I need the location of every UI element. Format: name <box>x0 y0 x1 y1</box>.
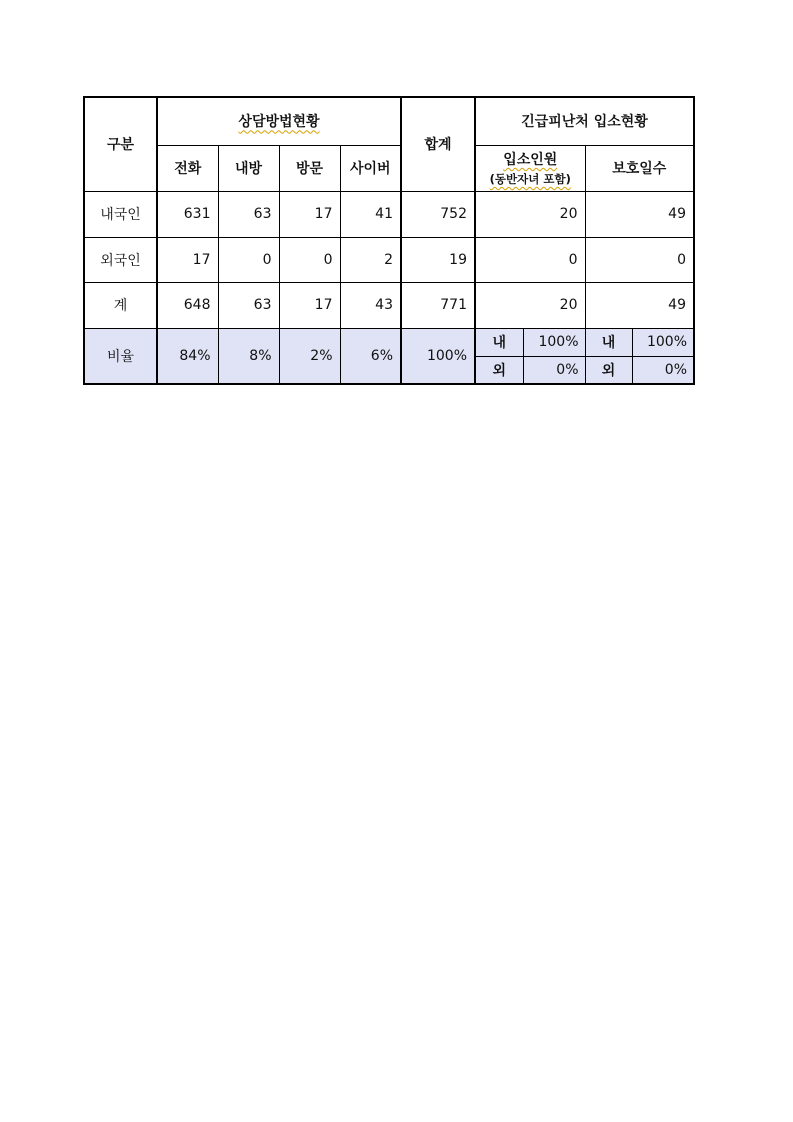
admitted-foreign-ratio: 0% <box>523 356 585 384</box>
days-foreign-ratio: 0% <box>632 356 694 384</box>
row-label: 내국인 <box>84 191 157 237</box>
admitted-foreign-label: 외 <box>475 356 523 384</box>
cell-visit-in: 0 <box>218 237 279 282</box>
cell-phone: 17 <box>157 237 218 282</box>
total-header: 합계 <box>401 97 475 191</box>
table-row <box>84 282 694 328</box>
cell-visit-out: 17 <box>279 282 340 328</box>
cell-admitted: 0 <box>475 237 585 282</box>
cell-days: 49 <box>585 191 694 237</box>
ratio-visit-in: 8% <box>218 328 279 384</box>
cell-visit-in: 63 <box>218 191 279 237</box>
protect-days-header: 보호일수 <box>585 145 694 191</box>
ratio-phone: 84% <box>157 328 218 384</box>
method-cyber-header: 사이버 <box>340 145 401 191</box>
statistics-table <box>83 96 695 385</box>
ratio-visit-out: 2% <box>279 328 340 384</box>
cell-visit-out: 17 <box>279 191 340 237</box>
cell-admitted: 20 <box>475 191 585 237</box>
days-domestic-label: 내 <box>585 328 632 356</box>
days-domestic-ratio: 100% <box>632 328 694 356</box>
consult-method-header: 상담방법현황 <box>157 97 401 145</box>
cell-phone: 631 <box>157 191 218 237</box>
cell-cyber: 43 <box>340 282 401 328</box>
ratio-label: 비율 <box>84 328 157 384</box>
cell-cyber: 41 <box>340 191 401 237</box>
category-header: 구분 <box>84 97 157 191</box>
cell-total: 771 <box>401 282 475 328</box>
cell-days: 49 <box>585 282 694 328</box>
method-visit-out-header: 방문 <box>279 145 340 191</box>
admitted-domestic-ratio: 100% <box>523 328 585 356</box>
admitted-header: 입소인원 (동반자녀 포함) <box>475 145 585 191</box>
ratio-row <box>84 328 694 356</box>
cell-cyber: 2 <box>340 237 401 282</box>
cell-days: 0 <box>585 237 694 282</box>
method-phone-header: 전화 <box>157 145 218 191</box>
shelter-header: 긴급피난처 입소현황 <box>475 97 694 145</box>
row-label: 외국인 <box>84 237 157 282</box>
cell-total: 19 <box>401 237 475 282</box>
admitted-note: (동반자녀 포함) <box>489 172 571 186</box>
ratio-cyber: 6% <box>340 328 401 384</box>
cell-admitted: 20 <box>475 282 585 328</box>
row-label: 계 <box>84 282 157 328</box>
cell-visit-out: 0 <box>279 237 340 282</box>
admitted-domestic-label: 내 <box>475 328 523 356</box>
days-foreign-label: 외 <box>585 356 632 384</box>
ratio-total: 100% <box>401 328 475 384</box>
method-visit-in-header: 내방 <box>218 145 279 191</box>
table-row <box>84 237 694 282</box>
table-row <box>84 191 694 237</box>
cell-visit-in: 63 <box>218 282 279 328</box>
cell-total: 752 <box>401 191 475 237</box>
cell-phone: 648 <box>157 282 218 328</box>
